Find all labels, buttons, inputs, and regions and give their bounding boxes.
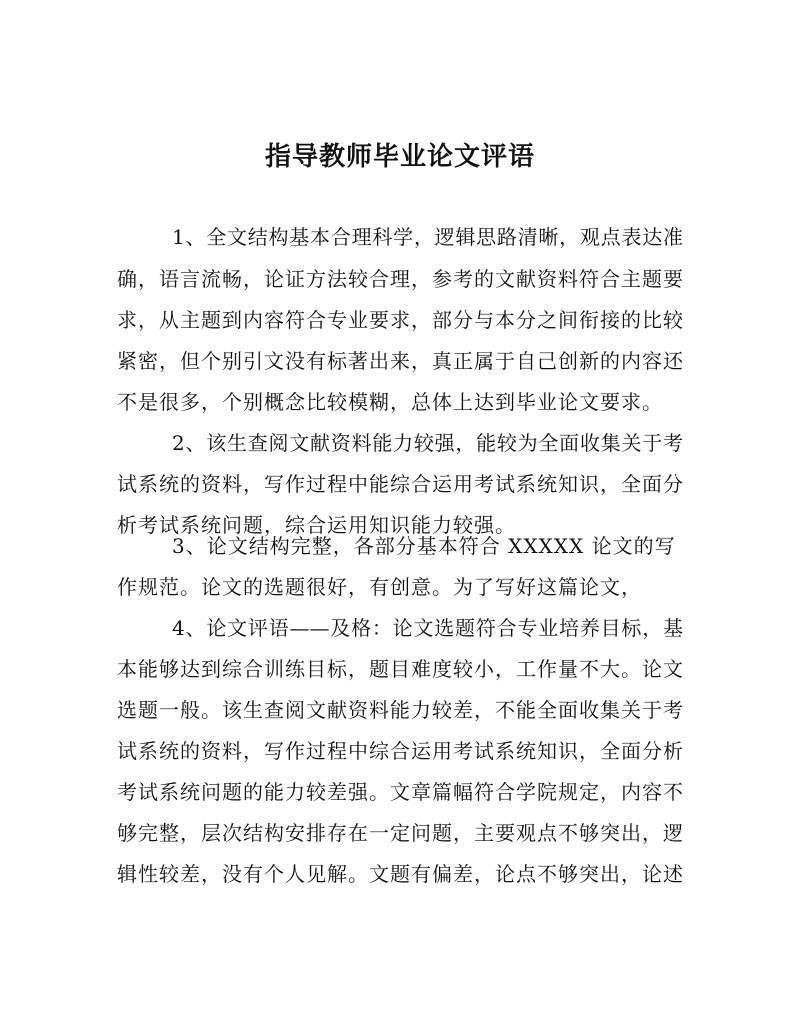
text-line: 确，语言流畅，论证方法较合理，参考的文献资料符合主题要 — [117, 267, 683, 291]
text-line: 试系统的资料，写作过程中能综合运用考试系统知识，全面分 — [117, 472, 683, 496]
text-line: 求，从主题到内容符合专业要求，部分与本分之间衔接的比较 — [117, 308, 683, 332]
text-line: 不是很多，个别概念比较模糊，总体上达到毕业论文要求。 — [117, 390, 663, 414]
text-line: 2、该生查阅文献资料能力较强，能较为全面收集关于考 — [172, 431, 683, 455]
text-line: 试系统的资料，写作过程中综合运用考试系统知识，全面分析 — [117, 739, 683, 763]
text-line: 作规范。论文的选题很好，有创意。为了写好这篇论文， — [117, 575, 642, 599]
text-line: 选题一般。该生查阅文献资料能力较差，不能全面收集关于考 — [117, 698, 683, 722]
text-line: 1、全文结构基本合理科学，逻辑思路清晰，观点表达准 — [172, 225, 683, 249]
text-line: 析考试系统问题，综合运用知识能力较强。 — [117, 513, 516, 537]
text-line: 4、论文评语——及格：论文选题符合专业培养目标，基 — [172, 616, 683, 640]
text-line: 够完整，层次结构安排存在一定问题，主要观点不够突出，逻 — [117, 821, 683, 845]
text-line: 考试系统问题的能力较差强。文章篇幅符合学院规定，内容不 — [117, 780, 683, 804]
text-line: 紧密，但个别引文没有标著出来，真正属于自己创新的内容还 — [117, 349, 683, 373]
text-line: 辑性较差，没有个人见解。文题有偏差，论点不够突出，论述 — [117, 862, 683, 886]
page-title: 指导教师毕业论文评语 — [264, 142, 535, 172]
text-line: 本能够达到综合训练目标，题目难度较小，工作量不大。论文 — [117, 657, 683, 681]
text-line: 3、论文结构完整，各部分基本符合 XXXXX 论文的写 — [172, 534, 676, 558]
